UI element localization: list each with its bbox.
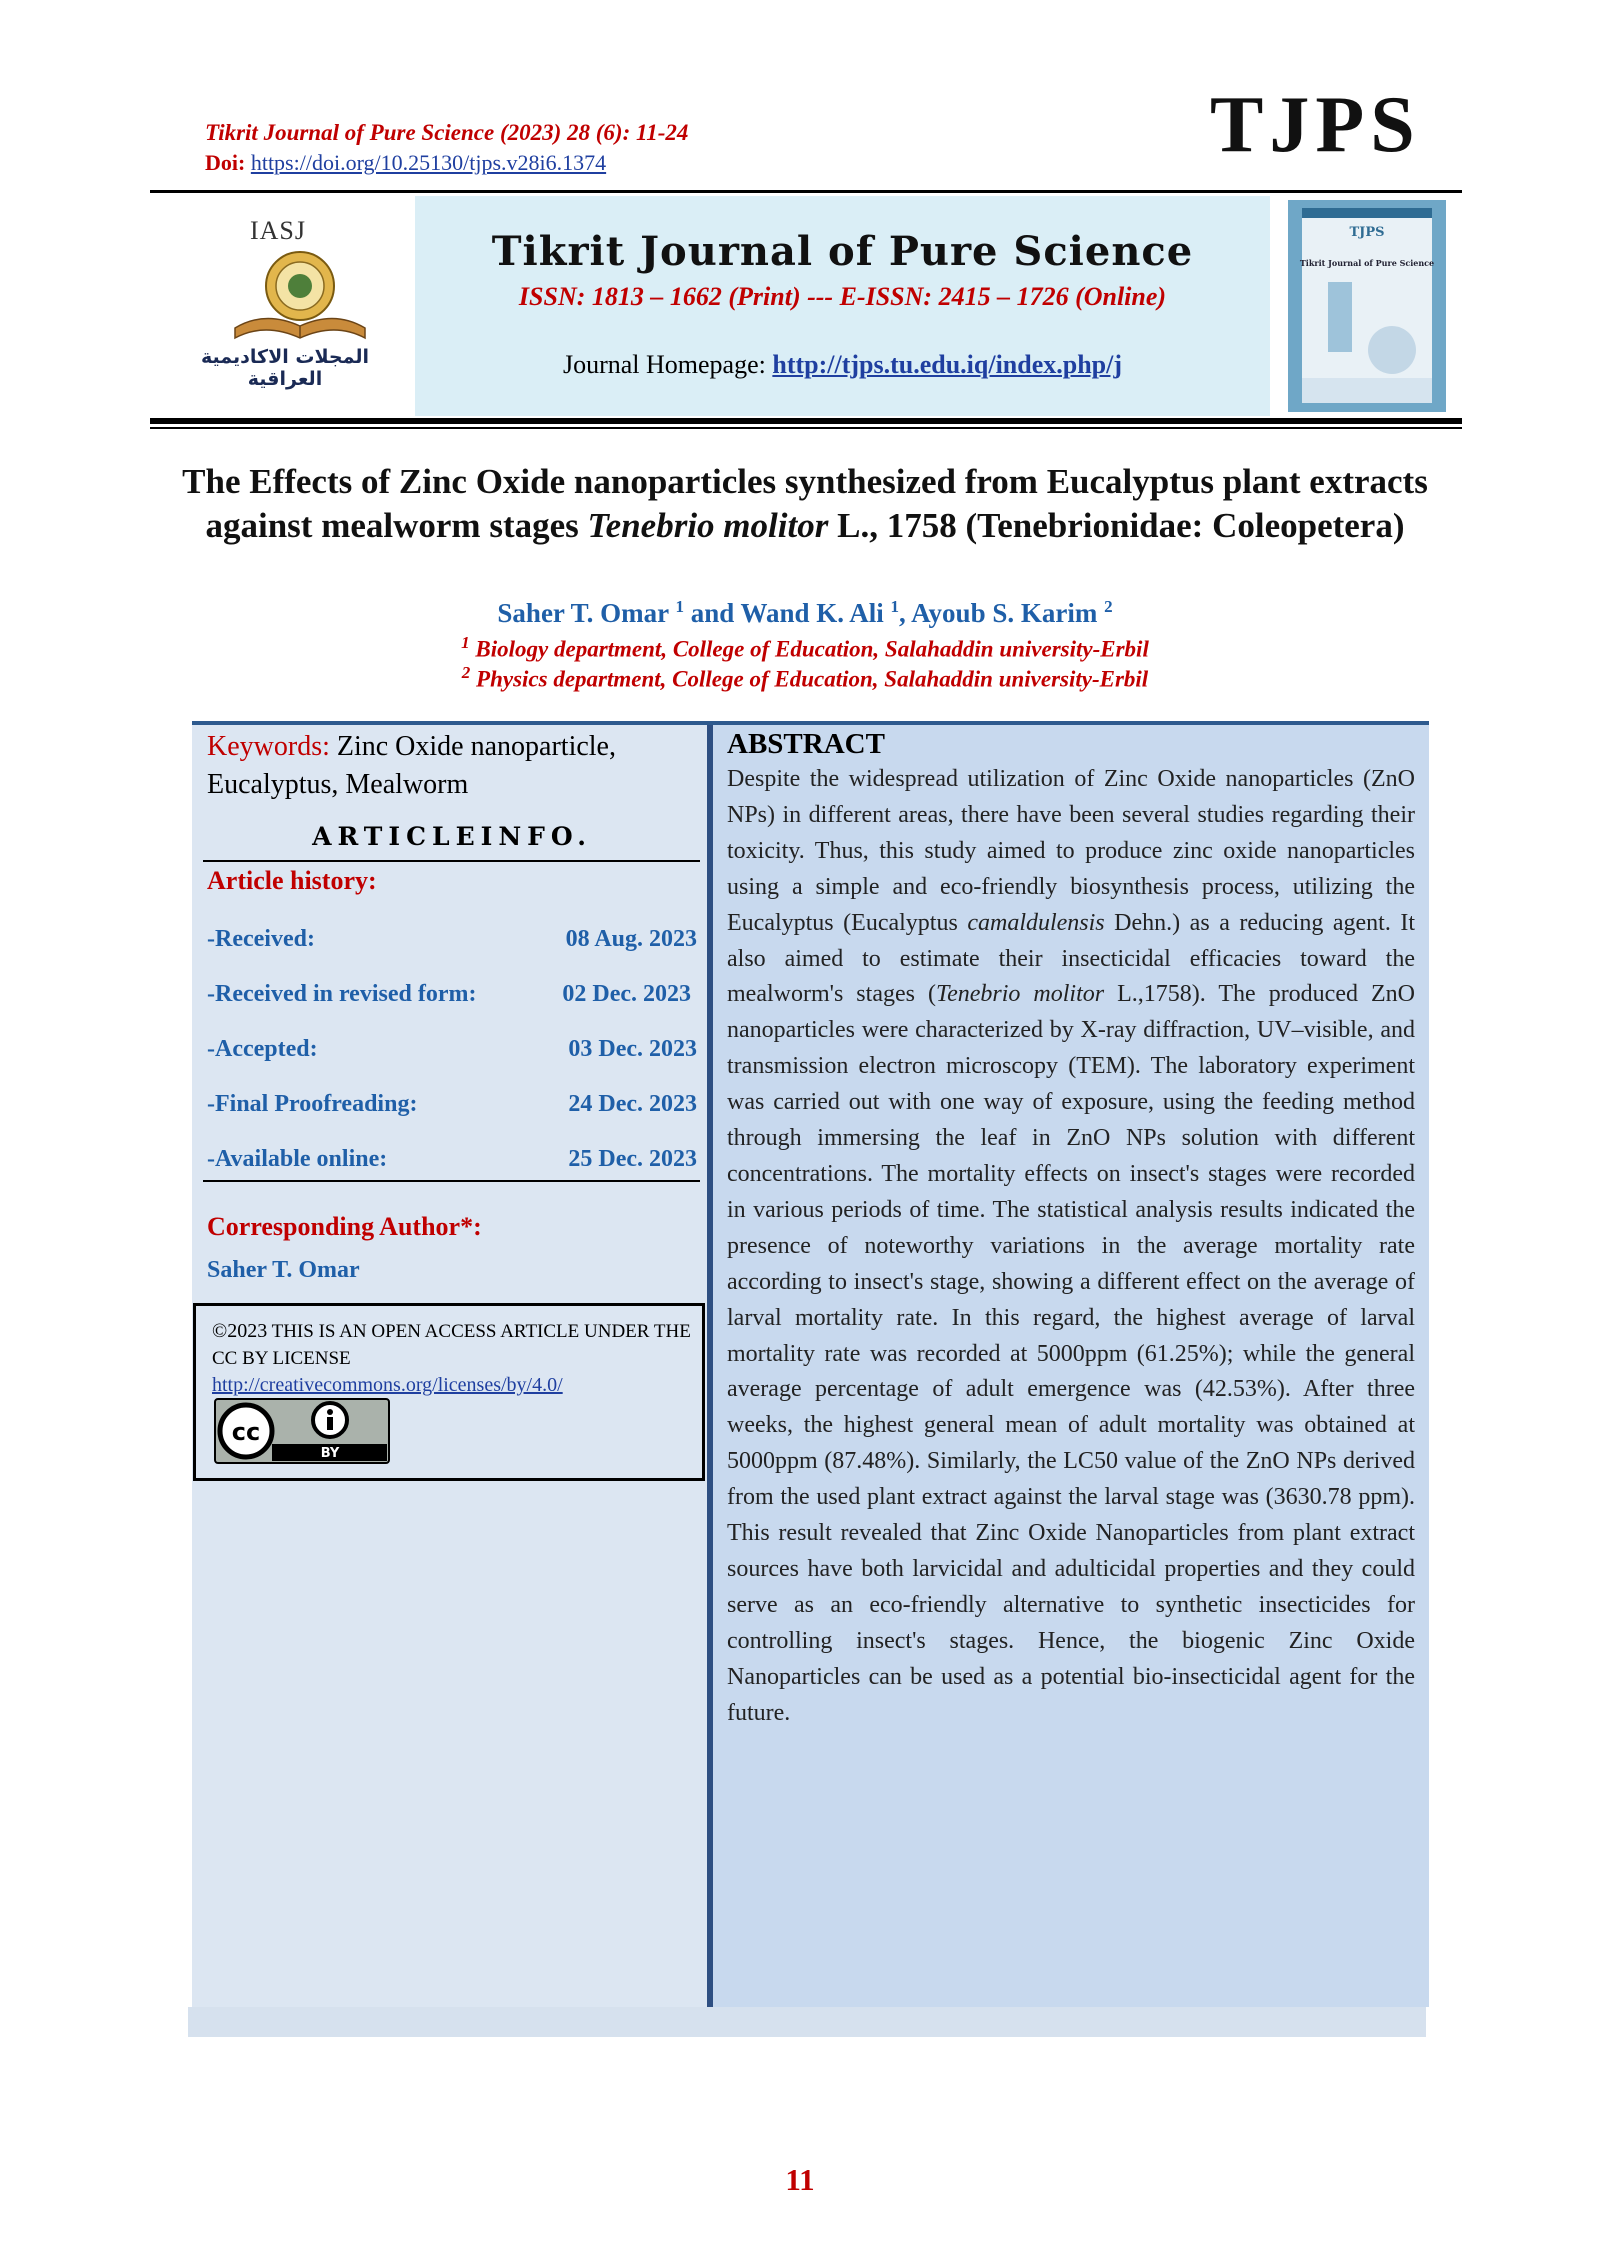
cc-by-icon[interactable] (214, 1398, 390, 1464)
history-final-proofreading: -Final Proofreading: 24 Dec. 2023 (207, 1091, 697, 1117)
panel-bottom-strip (188, 2007, 1426, 2037)
author-name: Wand K. Ali (740, 598, 884, 628)
license-text (212, 1318, 692, 1399)
history-revised: -Received in revised form: 02 Dec. 2023 (207, 981, 691, 1007)
article-info-heading: ARTICLEINFO. (312, 822, 592, 851)
affiliation-2: $^2$ Physics department, College of Education, Salahaddin university-Erbil (461, 663, 1149, 692)
cover-label: TJPS (1349, 225, 1385, 240)
keywords-label: Keywords: (207, 731, 330, 762)
corresponding-author-name: Saher T. Omar (207, 1257, 360, 1283)
issn-line: ISSN: 1813 – 1662 (Print) --- E-ISSN: 2415 – 1726 (Online) (518, 282, 1167, 311)
author-name: Ayoub S. Karim (911, 598, 1098, 628)
header-rule (150, 190, 1462, 193)
panel-divider (707, 725, 713, 2007)
keywords-value: Zinc Oxide nanoparticle, Eucalyptus, Mealworm (207, 731, 616, 800)
history-accepted: -Accepted: 03 Dec. 2023 (207, 1036, 697, 1062)
doi-line (205, 148, 606, 178)
abstract-heading: ABSTRACT (727, 728, 885, 760)
cover-title: Tikrit Journal of Pure Science (1299, 258, 1435, 268)
article-history-label: Article history: (207, 866, 377, 895)
affiliation-1: $^1$ Biology department, College of Education, Salahaddin university-Erbil (461, 633, 1149, 662)
article-info-rule-top (203, 860, 700, 862)
author-list (160, 590, 1450, 630)
journal-title: Tikrit Journal of Pure Science (491, 228, 1194, 275)
keywords (207, 728, 697, 804)
paper-title: The Effects of Zinc Oxide nanoparticles synthesized from Eucalyptus plant extracts against mealworm stages Tenebrio molitor L., 1758 (Tenebrionidae: Coleopetera) (182, 462, 1428, 545)
homepage-line (415, 350, 1270, 380)
tjps-brand: TJPS (1210, 81, 1421, 169)
svg-text:cc: cc (231, 1418, 261, 1446)
iasj-emblem-icon (225, 248, 375, 348)
history-available-online: -Available online: 25 Dec. 2023 (207, 1146, 697, 1172)
homepage-label: Journal Homepage: (562, 350, 766, 379)
license-link[interactable]: http://creativecommons.org/licenses/by/4.0/ (212, 1374, 563, 1396)
author-affiliation-mark: 1 (675, 597, 684, 616)
iasj-label: IASJ (250, 216, 307, 245)
journal-citation: Tikrit Journal of Pure Science (2023) 28 (6): 11-24 (205, 120, 689, 145)
doi-label: Doi: (205, 150, 246, 175)
svg-text:BY: BY (320, 1446, 340, 1461)
abstract-text: Despite the widespread utilization of Zinc Oxide nanoparticles (ZnO NPs) in different areas, there have been several studies regarding their toxicity. Thus, this study aimed to produce zinc oxide nanoparticles using a simple and eco-friendly biosynthesis process, utilizing the Eucalyptus (Eucalyptus camaldulensis Dehn.) as a reducing agent. It also aimed to estimate their insecticidal efficacies toward the mealworm's stages (Tenebrio molitor L.,1758). The produced ZnO nanoparticles were characterized by X-ray diffraction, UV–visible, and transmission electron microscopy (TEM). The laboratory experiment was carried out with one way of exposure, using the feeding method through immersing the leaf in ZnO NPs solution with different concentrations. The mortality effects on insect's stages were recorded in various periods of time. The statistical analysis results indicated the presence of noteworthy variations in the average mortality rate according to insect's stage, showing a different effect on the average of larval mortality rate. In this regard, the highest average of larval mortality rate was recorded at 5000ppm (61.25%); while the general average percentage of adult emergence was (42.53%). After three weeks, the highest general mean of adult mortality was obtained at 5000ppm (87.48%). Similarly, the LC50 value of the ZnO NPs derived from the used plant extract against the larval stage was (3630.78 ppm). This result revealed that Zinc Oxide Nanoparticles from plant extract sources have both larvicidal and adulticidal properties and they could serve as an eco-friendly alternative to synthetic insecticides for controlling insect's stages. Hence, the biogenic Zinc Oxide Nanoparticles can be used as a potential bio-insecticidal agent for the future. (727, 766, 1416, 1726)
history-received: -Received: 08 Aug. 2023 (207, 926, 697, 952)
author-separator: and (683, 598, 741, 628)
banner-rule-thick (150, 418, 1462, 424)
author-separator: , (899, 598, 912, 628)
homepage-link[interactable]: http://tjps.tu.edu.iq/index.php/j (772, 350, 1123, 379)
author-name: Saher T. Omar (497, 598, 669, 628)
author-affiliation-mark: 1 (890, 597, 900, 616)
license-year: ©2023 (212, 1320, 268, 1342)
license-statement: THIS IS AN OPEN ACCESS ARTICLE UNDER THE CC BY LICENSE (212, 1321, 691, 1369)
page-number: 11 (785, 2162, 815, 2197)
banner-rule-thin (150, 427, 1462, 429)
iasj-arabic-name: المجلات الاكاديمية العراقية (201, 346, 369, 390)
corresponding-author-label: Corresponding Author*: (207, 1212, 482, 1241)
article-info-rule-bottom (203, 1180, 700, 1182)
journal-cover-image (1288, 200, 1446, 412)
doi-link[interactable]: https://doi.org/10.25130/tjps.v28i6.1374 (250, 150, 607, 175)
author-affiliation-mark: 2 (1104, 597, 1113, 616)
